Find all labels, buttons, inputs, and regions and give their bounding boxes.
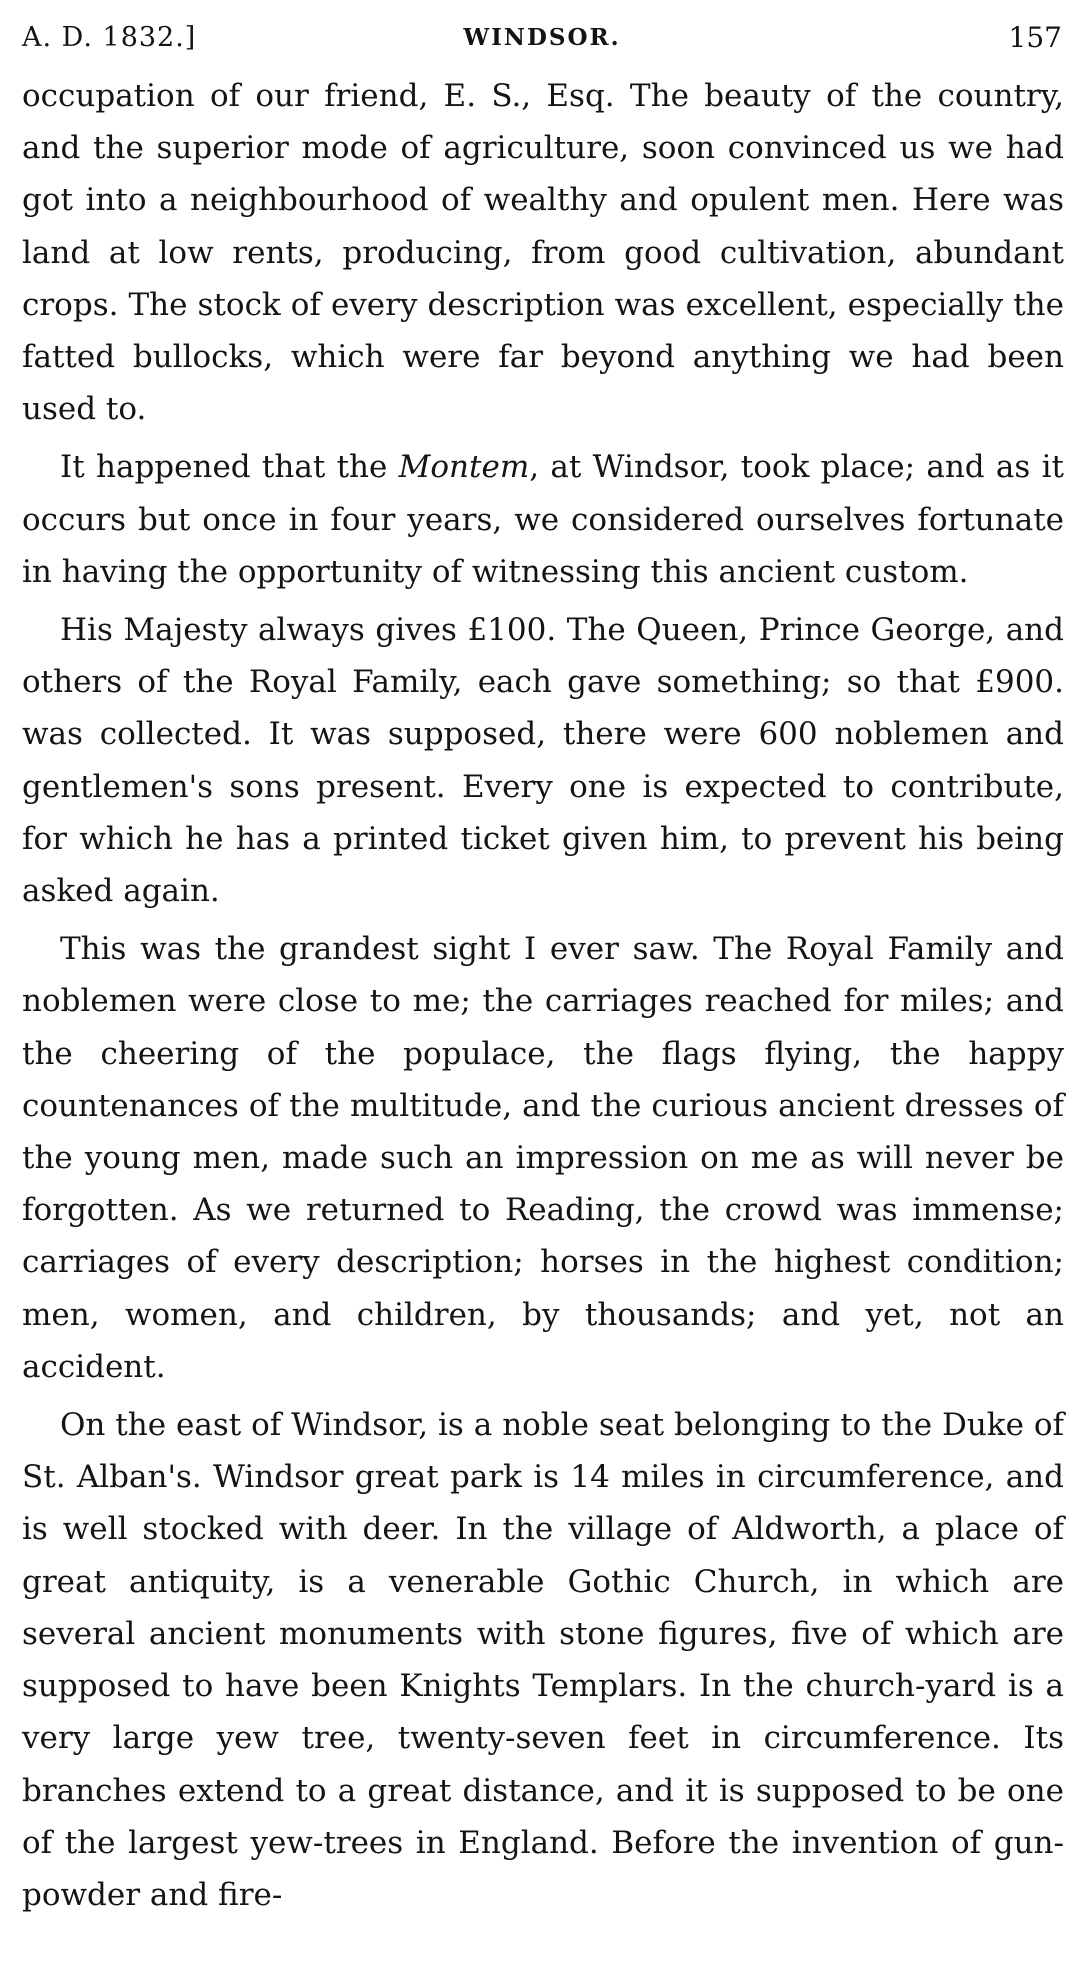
page-number: 157: [1008, 21, 1062, 54]
body-text: [22, 70, 1064, 1921]
running-head-title: WINDSOR.: [463, 24, 621, 51]
paragraph-grandest-sight: This was the grandest sight I ever saw. The Royal Family and noblemen were close to me; the carriages reached for miles; and the cheering of the populace, the flags flying, the happy countenances of the multitude, and the curious ancient dresses of the young men, made such an impression on me as will never be forgotten. As we returned to Reading, the crowd was immense; carriages of every description; horses in the highest condition; men, women, and children, by thousands; and yet, not an accident.: [22, 931, 1064, 1385]
paragraph-majesty: His Majesty always gives £100. The Queen, Prince George, and others of the Royal Family, each gave something; so that £900. was collected. It was supposed, there were 600 noblemen and gentlemen's sons present. Every one is expected to contribute, for which he has a printed ticket given him, to prevent his being asked again.: [22, 612, 1064, 910]
paragraph-montem: [22, 441, 1064, 598]
paragraph-east-of-windsor: On the east of Windsor, is a noble seat belonging to the Duke of St. Alban's. Windsor great park is 14 miles in circumference, and is well stocked with deer. In the village of Aldworth, a place of great antiquity, is a venerable Gothic Church, in which are several ancient monuments with stone figures, five of which are supposed to have been Knights Templars. In the church-yard is a very large yew tree, twenty-seven feet in circumference. Its branches extend to a great distance, and it is supposed to be one of the largest yew-trees in England. Before the invention of gun-powder and fire-: [22, 1407, 1064, 1913]
paragraph-continued: occupation of our friend, E. S., Esq. The beauty of the country, and the superior mode of agriculture, soon convinced us we had got into a neighbourhood of wealthy and opulent men. Here was land at low rents, producing, from good cultivation, abundant crops. The stock of every description was excellent, especially the fatted bullocks, which were far beyond anything we had been used to.: [22, 78, 1064, 428]
paragraph-montem-after: , at Windsor, took place; and as it occurs but once in four years, we considered ourselves fortunate in having the opportunity of witnessing this ancient custom.: [22, 449, 1064, 590]
running-head-date: A. D. 1832.]: [22, 22, 197, 53]
montem-emphasis: Montem: [398, 449, 530, 486]
paragraph-montem-before: It happened that the: [60, 449, 399, 486]
running-head: [22, 18, 1062, 58]
